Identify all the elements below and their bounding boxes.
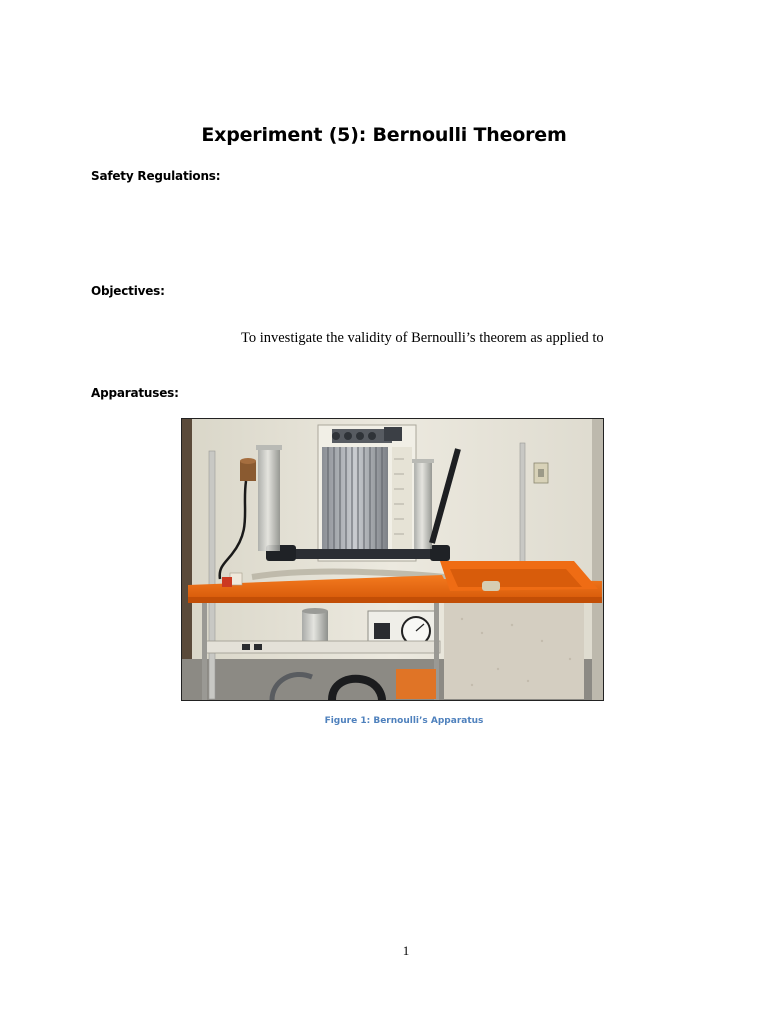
figure-caption: Figure 1: Bernoulli’s Apparatus bbox=[324, 716, 484, 726]
apparatuses-heading: Apparatuses: bbox=[91, 386, 179, 400]
safety-regulations-heading: Safety Regulations: bbox=[91, 169, 221, 183]
document-title: Experiment (5): Bernoulli Theorem bbox=[201, 124, 567, 146]
page-number: 1 bbox=[402, 943, 410, 958]
bernoulli-apparatus-photo bbox=[181, 418, 604, 701]
objectives-heading: Objectives: bbox=[91, 284, 165, 298]
objectives-text: To investigate the validity of Bernoulli’s theorem as applied to bbox=[241, 330, 604, 346]
